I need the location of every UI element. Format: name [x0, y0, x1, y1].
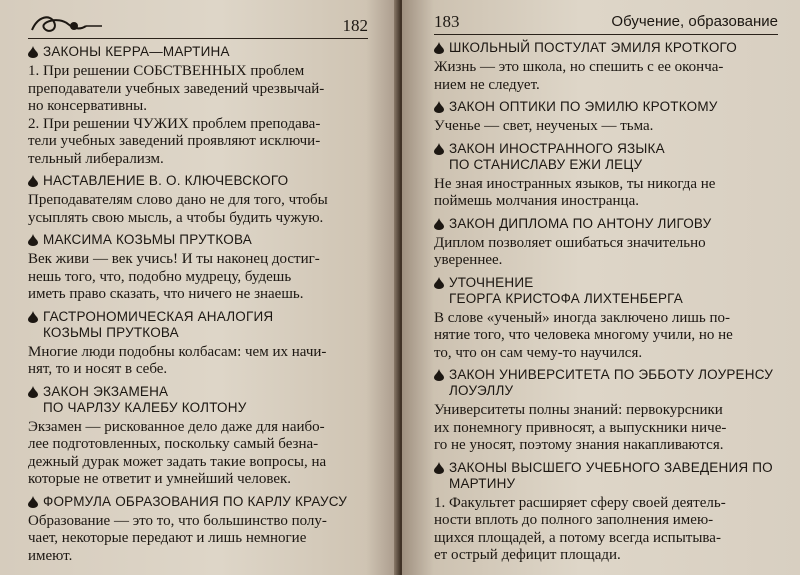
entry-text: Ученье — свет, неученых — тьма.: [434, 118, 654, 134]
entry-text: Образование — это то, что большинство полу- чает, некоторые передают и лишь немногие имеют.: [28, 512, 327, 564]
entry-text: Жизнь — это школа, но спешить с ее оконча- нием не следует.: [434, 59, 724, 93]
entry-title: ЗАКОН ОПТИКИ ПО ЭМИЛЮ КРОТКОМУ: [434, 99, 778, 115]
left-page: [0, 0, 398, 575]
entry: [434, 367, 778, 455]
entry-title: ЗАКОН ДИПЛОМА ПО АНТОНУ ЛИГОВУ: [434, 216, 778, 232]
entry: [434, 99, 778, 136]
drop-bullet-icon: [28, 386, 38, 398]
entry-text: Многие люди подобны колбасам: чем их начи- нят, то и носят в себе.: [28, 343, 327, 377]
entry: [28, 173, 368, 227]
entry-text: Преподавателям слово дано не для того, чтобы усыплять свою мысль, а чтобы будить чужую.: [28, 192, 328, 226]
page-number: 182: [342, 16, 368, 35]
entry: [28, 44, 368, 168]
entry: [28, 232, 368, 304]
drop-bullet-icon: [28, 311, 38, 323]
entry-text: Век живи — век учись! И ты наконец достиг- нешь того, что, подобно мудрецу, будешь иметь право сказать, что ничего не знаешь.: [28, 251, 320, 302]
ornament-icon: [28, 12, 108, 38]
drop-bullet-icon: [434, 277, 444, 289]
entry-title: МАКСИМА КОЗЬМЫ ПРУТКОВА: [28, 232, 368, 248]
drop-bullet-icon: [28, 496, 38, 508]
drop-bullet-icon: [28, 175, 38, 187]
entry: [434, 275, 778, 363]
drop-bullet-icon: [28, 234, 38, 246]
drop-bullet-icon: [434, 462, 444, 474]
entry-text: Экзамен — рискованное дело даже для наибо- лее подготовленных, поскольку самый безна- дежный дурак может задать такие вопросы, на которые не ответит и умнейший человек.: [28, 418, 327, 487]
running-title: Обучение, образование: [611, 13, 778, 30]
entry: [28, 309, 368, 379]
drop-bullet-icon: [434, 42, 444, 54]
right-page: [402, 0, 800, 575]
entry-text: 1. Факультет расширяет сферу своей деятель- ности вплоть до полного заполнения имею- щихся площадей, а потому всегда испытыва- ет острый дефицит площади.: [434, 494, 726, 563]
entry: [28, 494, 368, 566]
entry: [434, 216, 778, 270]
entry-text: В слове «ученый» иногда заключено лишь по- нятие того, что человека многому учили, но не то, что он сам чему-то научился.: [434, 309, 733, 361]
entry: [434, 141, 778, 211]
entry-title: ЗАКОН ЭКЗАМЕНА ПО ЧАРЛЗУ КАЛЕБУ КОЛТОНУ: [28, 384, 368, 416]
entry-title: ЗАКОН ИНОСТРАННОГО ЯЗЫКА ПО СТАНИСЛАВУ ЕЖИ ЛЕЦУ: [434, 141, 778, 173]
entry-title: ШКОЛЬНЫЙ ПОСТУЛАТ ЭМИЛЯ КРОТКОГО: [434, 40, 778, 56]
page-number: 183: [434, 12, 460, 31]
entry-title: ГАСТРОНОМИЧЕСКАЯ АНАЛОГИЯ КОЗЬМЫ ПРУТКОВА: [28, 309, 368, 341]
drop-bullet-icon: [434, 369, 444, 381]
drop-bullet-icon: [28, 46, 38, 58]
entry-text: 1. При решении СОБСТВЕННЫХ проблем преподаватели учебных заведений чрезвычай- но консервативны. 2. При решении ЧУЖИХ проблем преподава- тели учебных заведений проявляют исключи- тельный либерализм.: [28, 63, 325, 167]
entry-text: Диплом позволяет ошибаться значительно увереннее.: [434, 234, 706, 268]
entry-title: ФОРМУЛА ОБРАЗОВАНИЯ ПО КАРЛУ КРАУСУ: [28, 494, 368, 510]
entry-title: ЗАКОНЫ ВЫСШЕГО УЧЕБНОГО ЗАВЕДЕНИЯ ПО МАРТИНУ: [434, 460, 778, 492]
drop-bullet-icon: [434, 143, 444, 155]
right-page-header: [434, 10, 778, 35]
entry-text: Университеты полны знаний: первокурсники их понемногу привносят, а выпускники ниче- го не уносят, поэтому знания накапливаются.: [434, 402, 727, 453]
entry-title: УТОЧНЕНИЕ ГЕОРГА КРИСТОФА ЛИХТЕНБЕРГА: [434, 275, 778, 307]
entry: [28, 384, 368, 489]
entry-text: Не зная иностранных языков, ты никогда не поймешь молчания иностранца.: [434, 175, 716, 209]
left-page-header: [28, 14, 368, 39]
entry: [434, 40, 778, 94]
drop-bullet-icon: [434, 101, 444, 113]
entry-title: НАСТАВЛЕНИЕ В. О. КЛЮЧЕВСКОГО: [28, 173, 368, 189]
drop-bullet-icon: [434, 218, 444, 230]
entry-title: ЗАКОНЫ КЕРРА—МАРТИНА: [28, 44, 368, 60]
entry-title: ЗАКОН УНИВЕРСИТЕТА ПО ЭББОТУ ЛОУРЕНСУ ЛОУЭЛЛУ: [434, 367, 778, 399]
entry: [434, 460, 778, 565]
